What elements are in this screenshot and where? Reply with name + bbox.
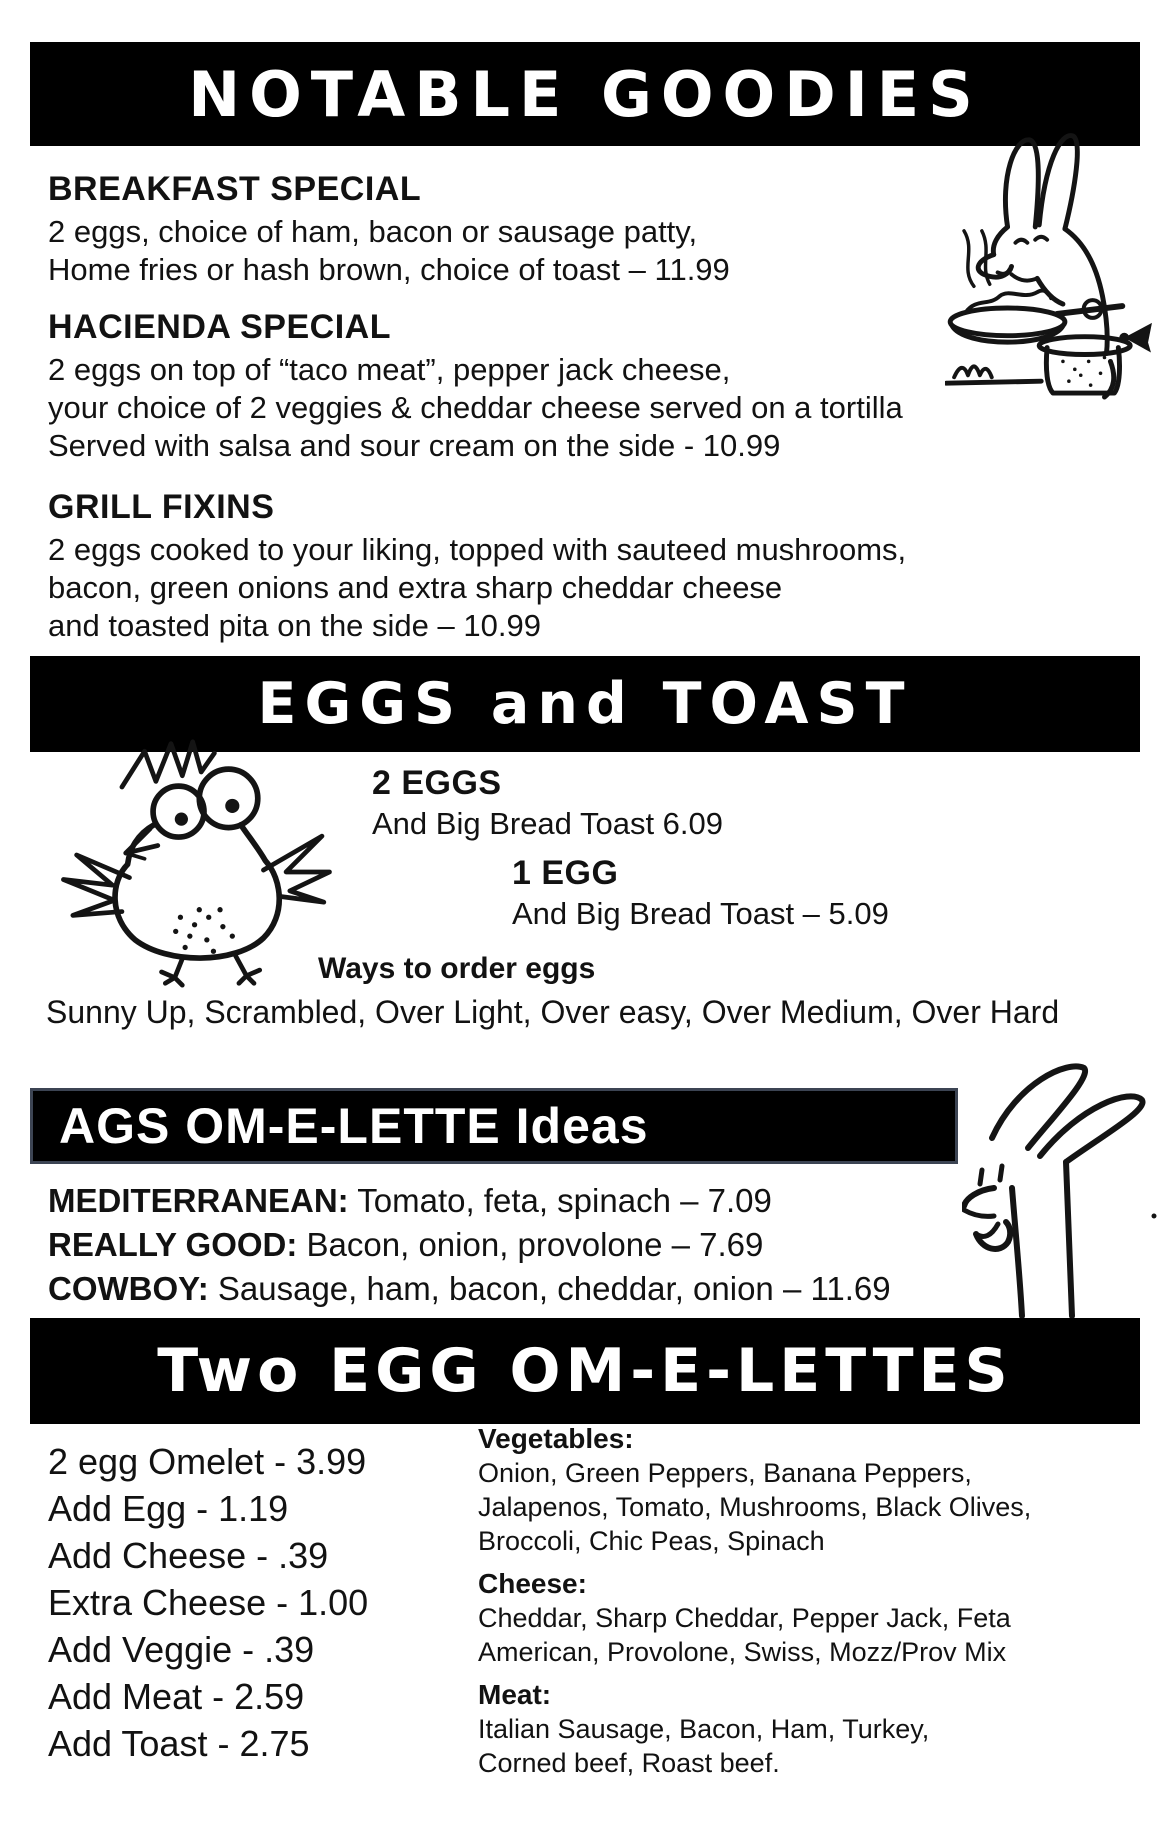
vegetables-line-2: Jalapenos, Tomato, Mushrooms, Black Olives,: [478, 1492, 1032, 1522]
banner-eggs-and-toast-label: EGGS and TOAST: [257, 671, 913, 737]
meat-heading: Meat:: [478, 1679, 552, 1710]
hacienda-special-line-3: Served with salsa and sour cream on the side - 10.99: [48, 428, 781, 463]
hacienda-special-title: HACIENDA SPECIAL: [48, 308, 391, 346]
price-item-add-meat: Add Meat - 2.59: [48, 1676, 305, 1717]
rabbit-chef-illustration: [945, 128, 1170, 400]
grill-fixins-title: GRILL FIXINS: [48, 488, 275, 526]
omelette-price-list: [48, 1438, 368, 1767]
hacienda-special-line-2: your choice of 2 veggies & cheddar cheese served on a tortilla: [48, 390, 903, 425]
one-egg-desc: And Big Bread Toast – 5.09: [512, 896, 889, 931]
cheese-heading: Cheese:: [478, 1568, 587, 1599]
mediterranean-item: [48, 1182, 772, 1220]
vegetables-heading: Vegetables:: [478, 1423, 634, 1454]
price-item-omelet: 2 egg Omelet - 3.99: [48, 1441, 367, 1482]
two-eggs-desc: And Big Bread Toast 6.09: [372, 806, 724, 841]
one-egg-title: 1 EGG: [512, 854, 619, 892]
banner-ags-omelette-ideas: [30, 1088, 958, 1164]
ways-to-order-eggs-list: Sunny Up, Scrambled, Over Light, Over easy, Over Medium, Over Hard: [46, 994, 1060, 1030]
meat-line-1: Italian Sausage, Bacon, Ham, Turkey,: [478, 1714, 930, 1744]
price-item-add-toast: Add Toast - 2.75: [48, 1723, 310, 1764]
mediterranean-label: MEDITERRANEAN:: [48, 1182, 349, 1219]
breakfast-special-title: BREAKFAST SPECIAL: [48, 170, 422, 208]
vegetables-line-1: Onion, Green Peppers, Banana Peppers,: [478, 1458, 972, 1488]
meat-line-2: Corned beef, Roast beef.: [478, 1748, 780, 1778]
mediterranean-desc: Tomato, feta, spinach – 7.09: [348, 1182, 772, 1219]
peeking-rabbit-illustration: [962, 1058, 1167, 1318]
grill-fixins-line-1: 2 eggs cooked to your liking, topped with sauteed mushrooms,: [48, 532, 907, 567]
banner-two-egg-omelettes: [30, 1318, 1140, 1424]
ways-to-order-eggs-heading: Ways to order eggs: [318, 952, 596, 985]
banner-ags-omelette-ideas-label: AGS OM-E-LETTE Ideas: [59, 1098, 649, 1154]
price-item-add-cheese: Add Cheese - .39: [48, 1535, 329, 1576]
grill-fixins-line-2: bacon, green onions and extra sharp cheddar cheese: [48, 570, 783, 605]
banner-notable-goodies-label: NOTABLE GOODIES: [188, 57, 982, 131]
omelette-options-list: [478, 1422, 1038, 1780]
cheese-line-2: American, Provolone, Swiss, Mozz/Prov Mix: [478, 1637, 1007, 1667]
chicken-icon: [30, 738, 345, 988]
price-item-extra-cheese: Extra Cheese - 1.00: [48, 1582, 369, 1623]
cowboy-label: COWBOY:: [48, 1270, 209, 1307]
price-item-add-egg: Add Egg - 1.19: [48, 1488, 289, 1529]
cowboy-item: [48, 1270, 891, 1308]
peeking-rabbit-icon: [962, 1058, 1167, 1318]
breakfast-special-line-1: 2 eggs, choice of ham, bacon or sausage patty,: [48, 214, 698, 249]
two-eggs-title: 2 EGGS: [372, 764, 502, 802]
really-good-desc: Bacon, onion, provolone – 7.69: [297, 1226, 764, 1263]
hacienda-special-line-1: 2 eggs on top of “taco meat”, pepper jack cheese,: [48, 352, 731, 387]
really-good-item: [48, 1226, 763, 1264]
really-good-label: REALLY GOOD:: [48, 1226, 298, 1263]
vegetables-line-3: Broccoli, Chic Peas, Spinach: [478, 1526, 825, 1556]
chicken-illustration: [30, 738, 345, 988]
cheese-line-1: Cheddar, Sharp Cheddar, Pepper Jack, Feta: [478, 1603, 1011, 1633]
rabbit-chef-icon: [945, 128, 1170, 400]
grill-fixins-line-3: and toasted pita on the side – 10.99: [48, 608, 541, 643]
banner-two-egg-omelettes-label: Two EGG OM-E-LETTES: [157, 1336, 1013, 1406]
cowboy-desc: Sausage, ham, bacon, cheddar, onion – 11.69: [208, 1270, 891, 1307]
price-item-add-veggie: Add Veggie - .39: [48, 1629, 315, 1670]
breakfast-special-line-2: Home fries or hash brown, choice of toast – 11.99: [48, 252, 730, 287]
